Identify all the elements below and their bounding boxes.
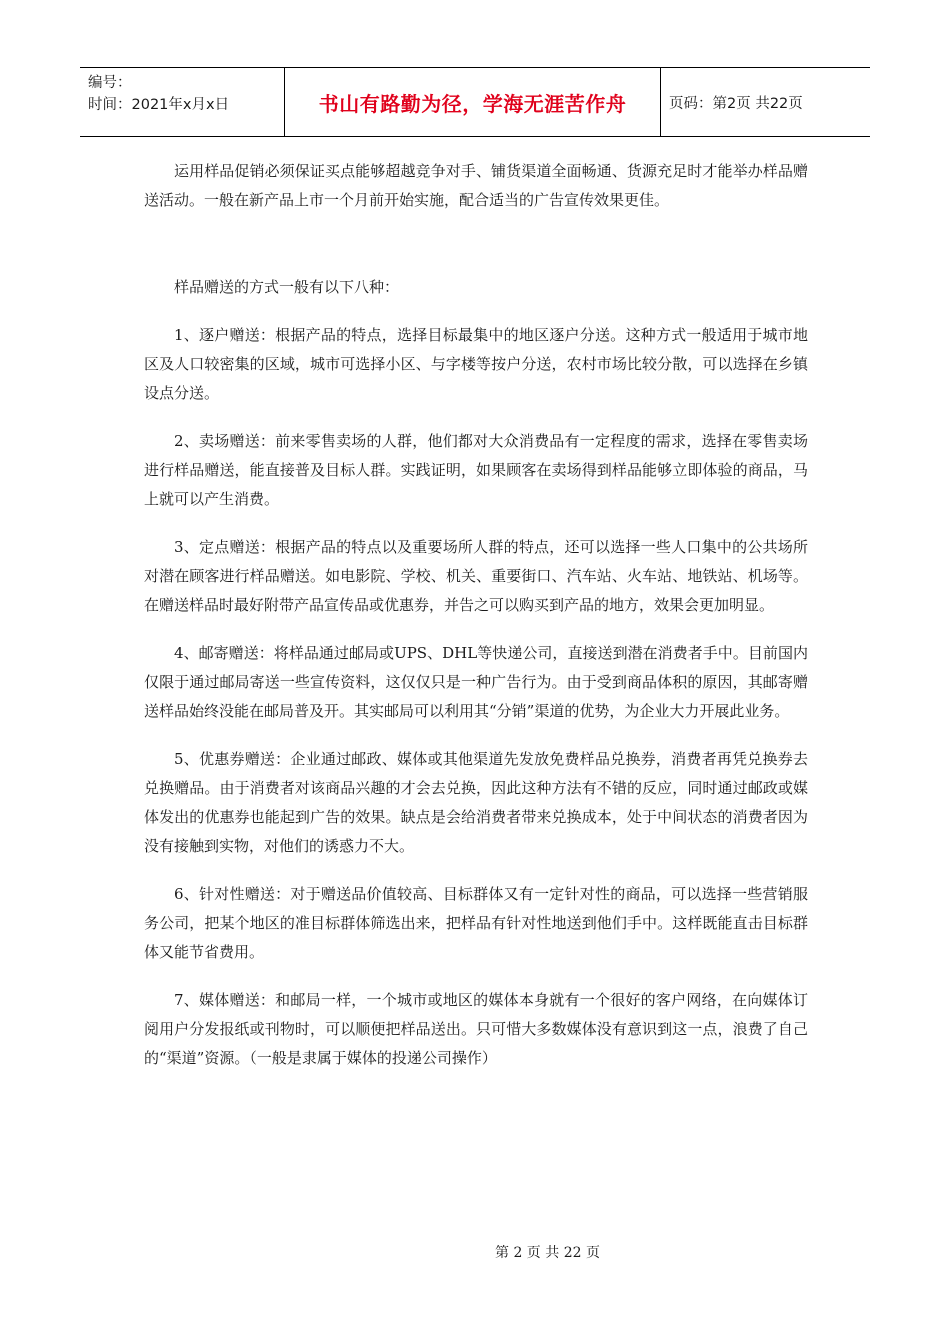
header-meta [80, 68, 285, 136]
document-body [144, 157, 808, 1092]
method-paragraph-6: 6、针对性赠送：对于赠送品价值较高、目标群体又有一定针对性的商品，可以选择一些营销服务公司，把某个地区的准目标群体筛选出来，把样品有针对性地送到他们手中。这样既能直击目标群体又能节省费用。 [144, 885, 808, 961]
header-motto: 书山有路勤为径，学海无涯苦作舟 [285, 68, 661, 136]
method-paragraph-1: 1、逐户赠送：根据产品的特点，选择目标最集中的地区逐户分送。这种方式一般适用于城市地区及人口较密集的区域，城市可选择小区、与字楼等按户分送，农村市场比较分散，可以选择在乡镇设点分送。 [144, 326, 808, 402]
document-number-label: 编号： [88, 75, 132, 91]
header-page-label: 页码：第2页 共22页 [669, 95, 803, 112]
method-paragraph-7: 7、媒体赠送：和邮局一样，一个城市或地区的媒体本身就有一个很好的客户网络，在向媒体订阅用户分发报纸或刊物时，可以顺便把样品送出。只可惜大多数媒体没有意识到这一点，浪费了自己的“渠道”资源。（一般是隶属于媒体的投递公司操作） [144, 991, 808, 1067]
intro-paragraph: 运用样品促销必须保证买点能够超越竞争对手、铺货渠道全面畅通、货源充足时才能举办样品赠送活动。一般在新产品上市一个月前开始实施，配合适当的广告宣传效果更佳。 [144, 162, 808, 209]
method-paragraph-4: 4、邮寄赠送：将样品通过邮局或UPS、DHL等快递公司，直接送到潜在消费者手中。目前国内仅限于通过邮局寄送一些宣传资料，这仅仅只是一种广告行为。由于受到商品体积的原因，其邮寄赠送样品始终没能在邮局普及开。其实邮局可以利用其“分销”渠道的优势，为企业大力开展此业务。 [144, 644, 808, 720]
method-paragraph-3: 3、定点赠送：根据产品的特点以及重要场所人群的特点，还可以选择一些人口集中的公共场所对潜在顾客进行样品赠送。如电影院、学校、机关、重要街口、汽车站、火车站、地铁站、机场等。在赠送样品时最好附带产品宣传品或优惠券，并告之可以购买到产品的地方，效果会更加明显。 [144, 538, 808, 614]
document-time-label: 时间：2021年x月x日 [88, 97, 230, 113]
page-footer: 第 2 页 共 22 页 [495, 1245, 600, 1261]
list-intro-paragraph: 样品赠送的方式一般有以下八种： [174, 278, 400, 296]
page-header [80, 67, 870, 137]
method-paragraph-2: 2、卖场赠送：前来零售卖场的人群，他们都对大众消费品有一定程度的需求，选择在零售卖场进行样品赠送，能直接普及目标人群。实践证明，如果顾客在卖场得到样品能够立即体验的商品，马上就可以产生消费。 [144, 432, 808, 508]
method-paragraph-5: 5、优惠券赠送：企业通过邮政、媒体或其他渠道先发放免费样品兑换券，消费者再凭兑换券去兑换赠品。由于消费者对该商品兴趣的才会去兑换，因此这种方法有不错的反应，同时通过邮政或媒体发出的优惠券也能起到广告的效果。缺点是会给消费者带来兑换成本，处于中间状态的消费者因为没有接触到实物，对他们的诱惑力不大。 [144, 750, 808, 855]
